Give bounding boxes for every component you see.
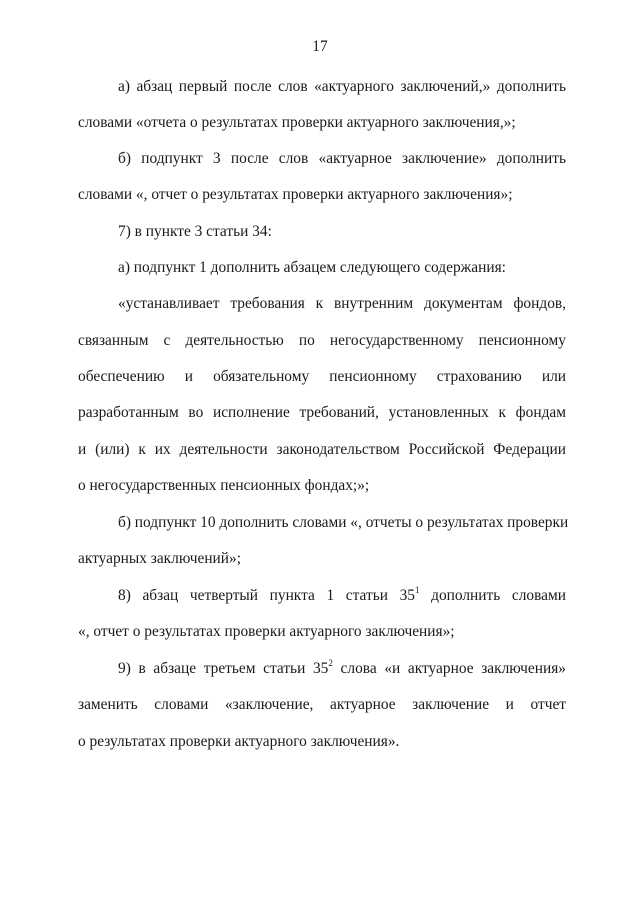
paragraph-line: а) подпункт 1 дополнить абзацем следующего содержания: — [118, 259, 506, 276]
superscript: 2 — [328, 658, 333, 668]
paragraph-line: о результатах проверки актуарного заключения». — [78, 733, 400, 750]
paragraph-line: словами «отчета о результатах проверки актуарного заключения,»; — [78, 114, 516, 131]
paragraph-line: о негосударственных пенсионных фондах;»; — [78, 477, 370, 494]
text-fragment: 8) абзац четвертый пункта 1 статьи 35 — [118, 587, 415, 604]
paragraph-line: словами «, отчет о результатах проверки актуарного заключения»; — [78, 186, 513, 203]
paragraph-line: актуарных заключений»; — [78, 550, 241, 567]
paragraph-line — [118, 659, 566, 679]
paragraph-line: и (или) к их деятельности законодательством Российской Федерации — [78, 441, 566, 458]
text-fragment: слова «и актуарное заключения» — [332, 660, 566, 677]
text-fragment: 9) в абзаце третьем статьи 35 — [118, 660, 329, 677]
paragraph-line: б) подпункт 3 после слов «актуарное заключение» дополнить — [118, 150, 566, 167]
paragraph-line: заменить словами «заключение, актуарное заключение и отчет — [78, 696, 566, 713]
paragraph-line: обеспечению и обязательному пенсионному страхованию или — [78, 368, 566, 385]
paragraph-line: разработанным во исполнение требований, установленных к фондам — [78, 404, 566, 421]
paragraph-line: связанным с деятельностью по негосударственному пенсионному — [78, 332, 566, 349]
paragraph-line: а) абзац первый после слов «актуарного заключений,» дополнить — [118, 78, 566, 95]
paragraph-line: б) подпункт 10 дополнить словами «, отчеты о результатах проверки — [118, 514, 569, 531]
superscript: 1 — [414, 585, 420, 595]
paragraph-line: 7) в пункте 3 статьи 34: — [118, 223, 272, 240]
paragraph-line: «устанавливает требования к внутренним документам фондов, — [118, 295, 566, 312]
text-fragment: дополнить словами — [419, 587, 566, 604]
paragraph-line: «, отчет о результатах проверки актуарного заключения»; — [78, 623, 455, 640]
page-number: 17 — [312, 38, 328, 55]
paragraph-line — [118, 586, 566, 606]
